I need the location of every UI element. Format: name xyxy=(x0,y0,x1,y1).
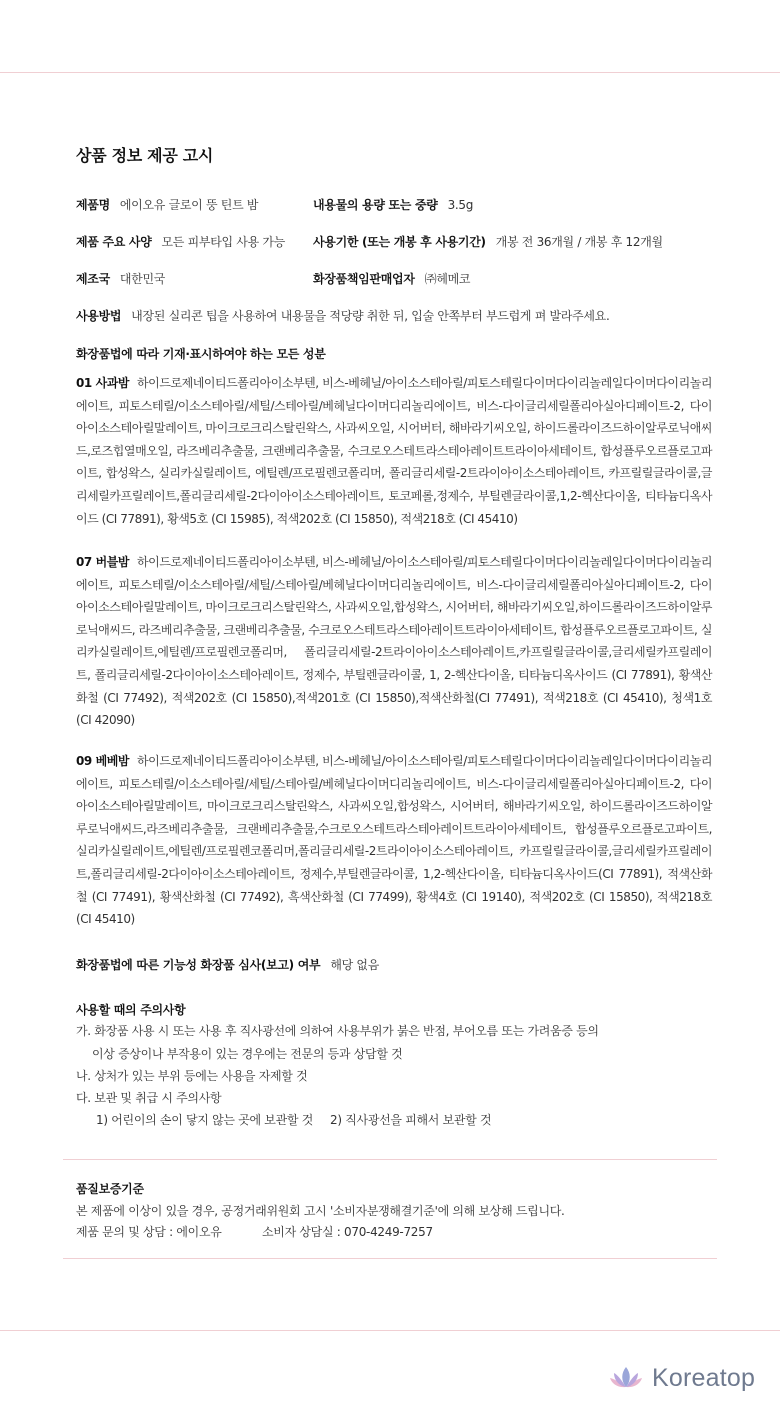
caution-line: 1) 어린이의 손이 닿지 않는 곳에 보관할 것 xyxy=(96,1113,313,1127)
quality-heading: 품질보증기준 xyxy=(76,1182,144,1196)
value: 대한민국 xyxy=(119,272,166,286)
label: 화장품책임판매업자 xyxy=(313,272,415,286)
info-origin xyxy=(76,270,165,287)
info-usage xyxy=(76,307,609,324)
ingredient-block-bubble xyxy=(76,551,712,732)
lotus-icon xyxy=(606,1365,646,1393)
caution-line: 나. 상처가 있는 부위 등에는 사용을 자제할 것 xyxy=(76,1069,308,1083)
ingredient-text: 하이드로제네이티드폴리아이소부텐, 비스-베헤닐/아이소스테아릴/피토스테릴다이머다이리놀레일다이머다이리놀리에이트, 피토스테릴/이소스테아릴/세틸/스테아릴/베헤닐다이머디리놀리에이트, 비스-다이글리세릴폴리아실아디페이트-2, 다이아이소스테아릴말레이트, 마이크로크리스탈린왁스, 사과씨오일,합성왁스, 시어버터, 해바라기씨오일,하이드롤라이즈드하이알루로닉애씨드, 라즈베리추출물, 크랜베리추출물, 수크로오스테트라스테아레이트트라이아세테이트, 합성플루오르플로고파이트, 실리카실릴레이트,에틸렌/프로필렌코폴리머, 폴리글리세릴-2트라이아이소스테아레이트,카프릴릴글라이콜,글리세릴카프릴레이트, 폴리글리세릴-2다이아이소스테아레이트, 정제수, 부틸렌글라이콜, 1, 2-헥산다이올, 티타늄디옥사이드 (CI 77891), 황색산화철 (CI 77492), 적색202호 (CI 15850),적색201호 (CI 15850),적색산화철(CI 77491), 적색218호 (CI 45410), 청색1호 (CI 42090) xyxy=(76,555,712,728)
info-capacity xyxy=(313,196,473,213)
value: 해당 없음 xyxy=(330,958,379,972)
caution-line: 이상 증상이나 부작용이 있는 경우에는 전문의 등과 상담할 것 xyxy=(92,1047,403,1061)
info-product-name xyxy=(76,196,258,213)
label: 제품명 xyxy=(76,198,110,212)
label: 사용기한 (또는 개봉 후 사용기간) xyxy=(313,235,486,249)
quality-inquiry: 제품 문의 및 상담 : 에이오유 xyxy=(76,1225,222,1239)
ingredient-text: 하이드로제네이티드폴리아이소부텐, 비스-베헤닐/아이소스테아릴/피토스테릴다이머다이리놀레일다이머다이리놀리에이트, 피토스테릴/이소스테아릴/세틸/스테아릴/베헤닐다이머디리놀리에이트, 비스-다이글리세릴폴리아실아디페이트-2, 다이아이소스테아릴말레이트, 마이크로크리스탈린왁스, 사과씨오일,합성왁스, 시어버터, 해바라기씨오일, 하이드롤라이즈드하이알루로닉애씨드,라즈베리추출물, 크랜베리추출물,수크로오스테트라스테아레이트트라이아세테이트, 합성플루오르플로고파이트,실리카실릴레이트,에틸렌/프로필렌코폴리머,폴리글리세릴-2트라이아이소스테아레이트, 카프릴릴글라이콜,글리세릴카프릴레이트,폴리글리세릴-2다이아이소스테아레이트, 정제수,부틸렌글라이콜, 1,2-헥산다이올, 티타늄디옥사이드(CI 77891), 적색산화철 (CI 77491), 황색산화철 (CI 77492), 흑색산화철 (CI 77499), 황색4호 (CI 19140), 적색202호 (CI 15850), 적색218호 (CI 45410) xyxy=(76,754,712,927)
caution-heading: 사용할 때의 주의사항 xyxy=(76,1003,186,1017)
koreatop-logo xyxy=(606,1364,755,1393)
label: 제품 주요 사양 xyxy=(76,235,152,249)
bottom-divider xyxy=(0,1330,780,1331)
quality-bottom-divider xyxy=(63,1258,717,1259)
ingredient-label: 07 버블밤 xyxy=(76,555,130,569)
value: 내장된 실리콘 팁을 사용하여 내용물을 적당량 취한 뒤, 입술 안쪽부터 부드럽게 펴 발라주세요. xyxy=(131,309,610,323)
ingredient-block-bebe xyxy=(76,750,712,931)
ingredient-label: 09 베베밤 xyxy=(76,754,130,768)
page-title: 상품 정보 제공 고시 xyxy=(76,146,214,165)
ingredient-text: 하이드로제네이티드폴리아이소부텐, 비스-베헤닐/아이소스테아릴/피토스테릴다이머다이리놀레일다이머다이리놀리에이트, 피토스테릴/이소스테아릴/세틸/스테아릴/베헤닐다이머디리놀리에이트, 비스-다이글리세릴폴리아실아디페이트-2, 다이아이소스테아릴말레이트, 마이크로크리스탈린왁스, 사과씨오일, 시어버터, 해바라기씨오일, 하이드롤라이즈드하이알루로닉애씨드,로즈힙열매오일, 라즈베리추출물, 크랜베리추출물, 수크로오스테트라스테아레이트트라이아세테이트, 합성플루오르플로고파이트, 합성왁스, 실리카실릴레이트, 에틸렌/프로필렌코폴리머, 폴리글리세릴-2트라이아이소스테아레이트, 카프릴릴글라이콜,글리세릴카프릴레이트,폴리글리세릴-2다이아이소스테아레이트, 토코페롤,정제수, 부틸렌글라이콜,1,2-헥산다이올, 티타늄디옥사이드 (CI 77891), 황색5호 (CI 15985), 적색202호 (CI 15850), 적색218호 (CI 45410) xyxy=(76,376,712,526)
quality-contact: 소비자 상담실 : 070-4249-7257 xyxy=(262,1225,433,1239)
quality-top-divider xyxy=(63,1159,717,1160)
value: ㈜헤메코 xyxy=(424,272,471,286)
label: 내용물의 용량 또는 중량 xyxy=(313,198,438,212)
label: 사용방법 xyxy=(76,309,122,323)
value: 3.5g xyxy=(447,198,474,212)
caution-line: 가. 화장품 사용 시 또는 사용 후 직사광선에 의하여 사용부위가 붉은 반점, 부어오름 또는 가려움증 등의 xyxy=(76,1024,599,1038)
ingredients-heading: 화장품법에 따라 기재·표시하여야 하는 모든 성분 xyxy=(76,347,326,361)
info-expiry xyxy=(313,233,663,250)
quality-line: 본 제품에 이상이 있을 경우, 공정거래위원회 고시 '소비자분쟁해결기준'에 의해 보상해 드립니다. xyxy=(76,1204,565,1218)
ingredient-block-apple xyxy=(76,372,712,530)
info-seller xyxy=(313,270,470,287)
label: 제조국 xyxy=(76,272,110,286)
info-specs xyxy=(76,233,285,250)
functional-row xyxy=(76,956,379,973)
value: 개봉 전 36개월 / 개봉 후 12개월 xyxy=(495,235,663,249)
value: 모든 피부타입 사용 가능 xyxy=(161,235,285,249)
caution-line: 2) 직사광선을 피해서 보관할 것 xyxy=(330,1113,492,1127)
top-divider xyxy=(0,72,780,73)
logo-text: Koreatop xyxy=(652,1364,756,1392)
ingredient-label: 01 사과밤 xyxy=(76,376,130,390)
value: 에이오유 글로이 뚱 틴트 밤 xyxy=(119,198,259,212)
label: 화장품법에 따른 기능성 화장품 심사(보고) 여부 xyxy=(76,958,321,972)
caution-line: 다. 보관 및 취급 시 주의사항 xyxy=(76,1091,222,1105)
